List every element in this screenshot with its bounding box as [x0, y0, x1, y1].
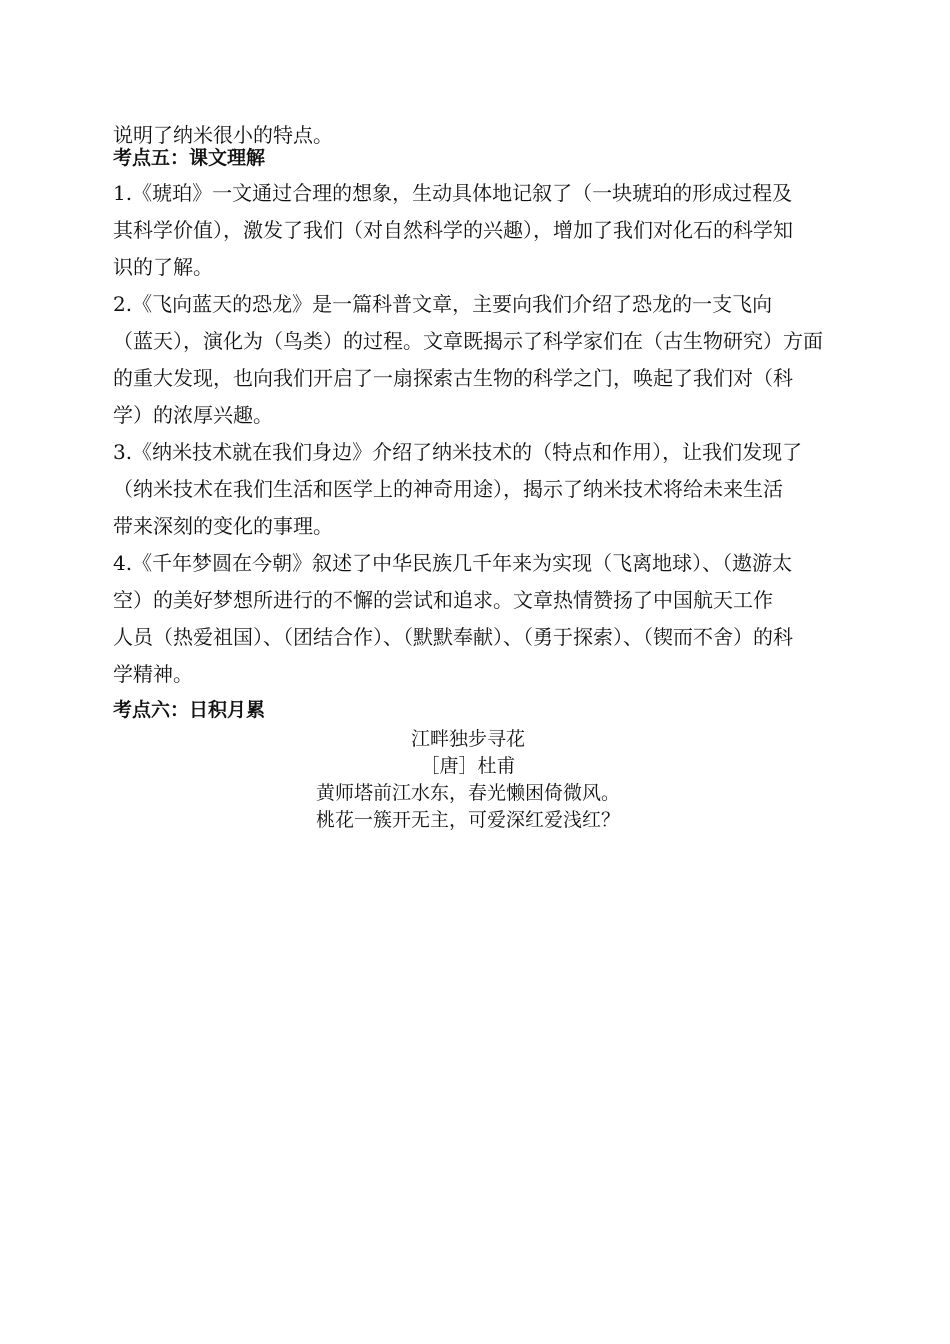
intro-tail-text: 说明了纳米很小的特点。: [113, 123, 333, 147]
poem-title: 江畔独步寻花: [410, 728, 525, 750]
item-2-line-4: 学）的浓厚兴趣。: [113, 403, 273, 427]
item-2-line-2: （蓝天），演化为（鸟类）的过程。文章既揭示了科学家们在（古生物研究）方面: [113, 329, 823, 353]
item-4-line-2: 空）的美好梦想所进行的不懈的尝试和追求。文章热情赞扬了中国航天工作: [113, 588, 773, 612]
item-2: [113, 286, 853, 434]
item-3-line-1: 3.《纳米技术就在我们身边》介绍了纳米技术的（特点和作用），让我们发现了: [113, 440, 803, 464]
item-2-line-3: 的重大发现，也向我们开启了一扇探索古生物的科学之门，唤起了我们对（科: [113, 366, 793, 390]
item-1-line-2: 其科学价值），激发了我们（对自然科学的兴趣），增加了我们对化石的科学知: [113, 218, 793, 242]
item-4-line-4: 学精神。: [113, 662, 193, 686]
item-3-line-3: 带来深刻的变化的事理。: [113, 514, 333, 538]
item-1: [113, 175, 853, 286]
section5-items: [113, 175, 853, 693]
poem-line-1: 黄师塔前江水东，春光懒困倚微风。: [315, 782, 620, 804]
item-2-line-1: 2.《飞向蓝天的恐龙》是一篇科普文章，主要向我们介绍了恐龙的一支飞向: [113, 292, 773, 316]
document-page: [113, 123, 853, 834]
item-4: [113, 545, 853, 693]
section5-heading: 考点五：课文理解: [113, 147, 266, 169]
item-4-line-1: 4.《千年梦圆在今朝》叙述了中华民族几千年来为实现（飞离地球）、（遨游太: [113, 551, 793, 575]
poem-author: ［唐］杜甫: [420, 755, 516, 777]
item-3: [113, 434, 853, 545]
item-1-line-3: 识的了解。: [113, 255, 213, 279]
poem-line-2: 桃花一簇开无主，可爱深红爱浅红？: [315, 809, 620, 831]
item-4-line-3: 人员（热爱祖国）、（团结合作）、（默默奉献）、（勇于探索）、（锲而不舍）的科: [113, 625, 793, 649]
poem: [113, 726, 823, 834]
item-3-line-2: （纳米技术在我们生活和医学上的神奇用途），揭示了纳米技术将给未来生活: [113, 477, 783, 501]
section6-heading: 考点六：日积月累: [113, 699, 266, 721]
item-1-line-1: 1.《琥珀》一文通过合理的想象，生动具体地记叙了（一块琥珀的形成过程及: [113, 181, 793, 205]
